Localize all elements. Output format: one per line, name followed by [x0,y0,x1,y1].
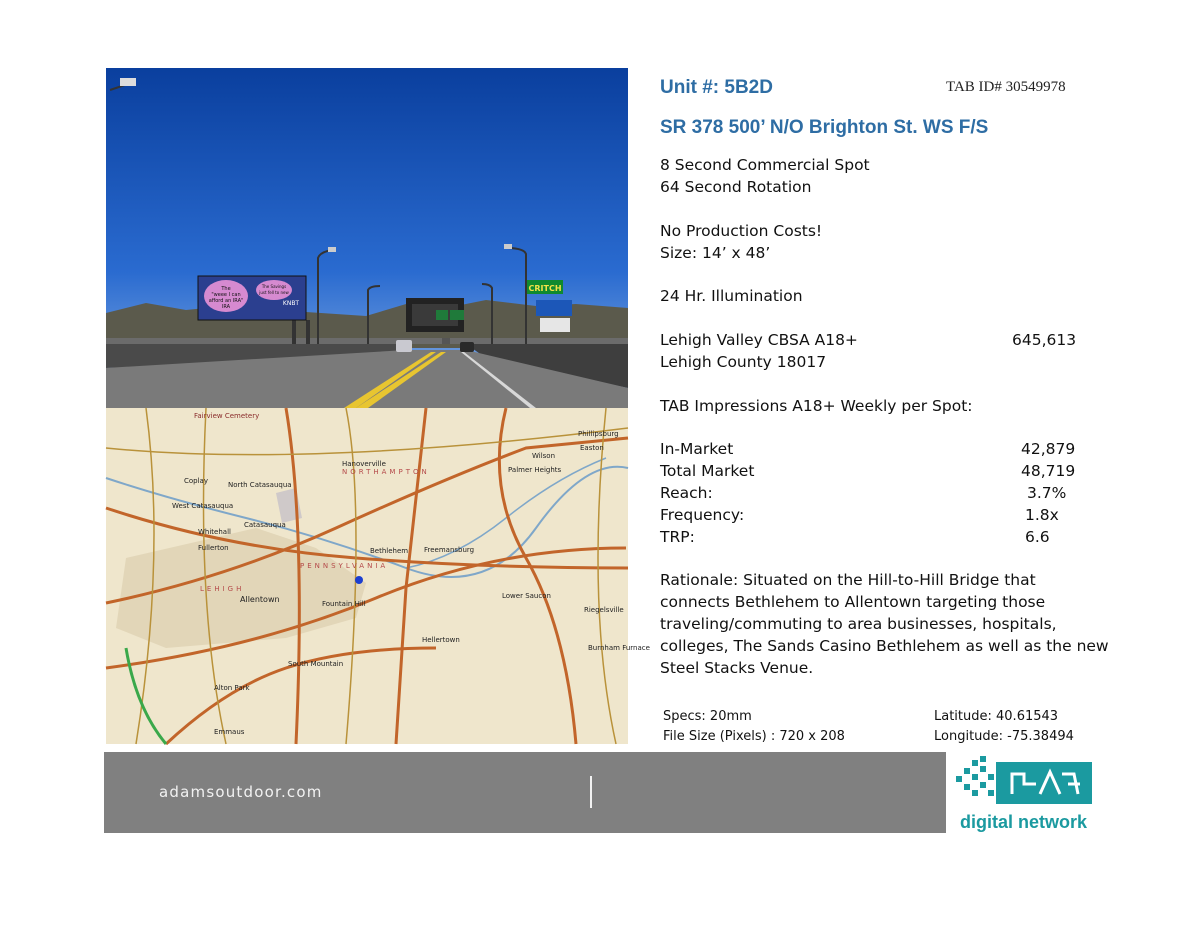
stat-value-reach: 3.7% [1027,484,1067,502]
stat-value-trp: 6.6 [1025,528,1050,546]
spot-length: 8 Second Commercial Spot [660,156,870,174]
billboard-right-line-2: just fell to new [259,290,289,295]
board-size: Size: 14’ x 48’ [660,244,771,262]
billboard-photo-graphic [106,68,628,408]
billboard-right-line-1: The Savings [261,284,287,289]
stat-label-in-market: In-Market [660,440,734,458]
billboard-line-4: IRA [221,304,231,310]
location-map [106,408,650,744]
illumination: 24 Hr. Illumination [660,287,803,305]
file-size: File Size (Pixels) : 720 x 208 [663,729,845,744]
map-label-hellertown: Hellertown [422,636,460,644]
map-label-pennsylvania: PENNSYLVANIA [300,562,389,570]
logo-text: digital network [960,812,1088,832]
map-label-palmer-heights: Palmer Heights [508,466,562,474]
stat-label-total-market: Total Market [660,462,755,480]
unit-number: Unit #: 5B2D [660,77,773,98]
map-label-freemansburg: Freemansburg [424,546,475,554]
stat-label-trp: TRP: [660,528,695,546]
map-label-fairview-cemetery: Fairview Cemetery [194,412,260,420]
production-note: No Production Costs! [660,222,823,240]
map-label-coplay: Coplay [184,477,208,485]
map-label-bethlehem: Bethlehem [370,547,409,555]
footer-divider [590,776,592,808]
billboard-brand: KNBT [282,300,300,307]
impressions-heading: TAB Impressions A18+ Weekly per Spot: [660,397,973,415]
cbsa-value: 645,613 [1012,331,1077,349]
map-label-lower-saucon: Lower Saucon [502,592,551,600]
location-map-graphic [106,408,650,744]
critch-sign-text: CRITCH [528,284,562,293]
county: Lehigh County 18017 [660,353,827,371]
map-label-phillipsburg: Phillipsburg [578,430,619,438]
map-label-north-catasauqua: North Catasauqua [228,481,292,489]
map-label-lehigh: LEHIGH [200,585,245,593]
map-label-wilson: Wilson [532,452,556,460]
billboard-line-1: The [221,286,231,292]
map-label-allentown: Allentown [240,595,280,604]
map-label-whitehall: Whitehall [198,528,231,536]
map-label-emmaus: Emmaus [214,728,245,736]
stat-label-frequency: Frequency: [660,506,745,524]
website-link[interactable]: adamsoutdoor.com [159,783,323,801]
billboard-line-3: afford an IRA" [208,298,244,304]
map-label-fountain-hill: Fountain Hill [322,600,366,608]
cbsa-label: Lehigh Valley CBSA A18+ [660,331,858,349]
footer-bar [104,752,946,833]
specs: Specs: 20mm [663,709,752,724]
map-label-south-mountain: South Mountain [288,660,344,668]
map-label-west-catasauqua: West Catasauqua [172,502,234,510]
billboard-line-2: "weee I can [211,292,241,298]
rationale-text: Rationale: Situated on the Hill-to-Hill Bridge that connects Bethlehem to Allentown targeting those traveling/commuting to area businesses, hospitals, colleges, The Sands Casino Bethlehem as well as the new Steel Stacks Venue. [660,571,1109,677]
latitude: Latitude: 40.61543 [934,709,1059,724]
rotation-length: 64 Second Rotation [660,178,812,196]
tab-id: TAB ID# 30549978 [946,79,1066,95]
map-label-alton-park: Alton Park [214,684,250,692]
billboard-photo [106,68,628,408]
map-label-burnham-furnace: Burnham Furnace [588,644,650,652]
longitude: Longitude: -75.38494 [934,729,1074,744]
stat-value-in-market: 42,879 [1021,440,1076,458]
map-label-northampton: NORTHAMPTON [342,468,430,476]
stat-label-reach: Reach: [660,484,713,502]
stat-value-total-market: 48,719 [1021,462,1076,480]
map-label-fullerton: Fullerton [198,544,229,552]
stat-value-frequency: 1.8x [1025,506,1059,524]
map-label-catasauqua: Catasauqua [244,521,286,529]
map-label-easton: Easton [580,444,604,452]
location-title: SR 378 500’ N/O Brighton St. WS F/S [660,117,989,138]
map-label-hanoverville: Hanoverville [342,460,386,468]
map-label-riegelsville: Riegelsville [584,606,624,614]
